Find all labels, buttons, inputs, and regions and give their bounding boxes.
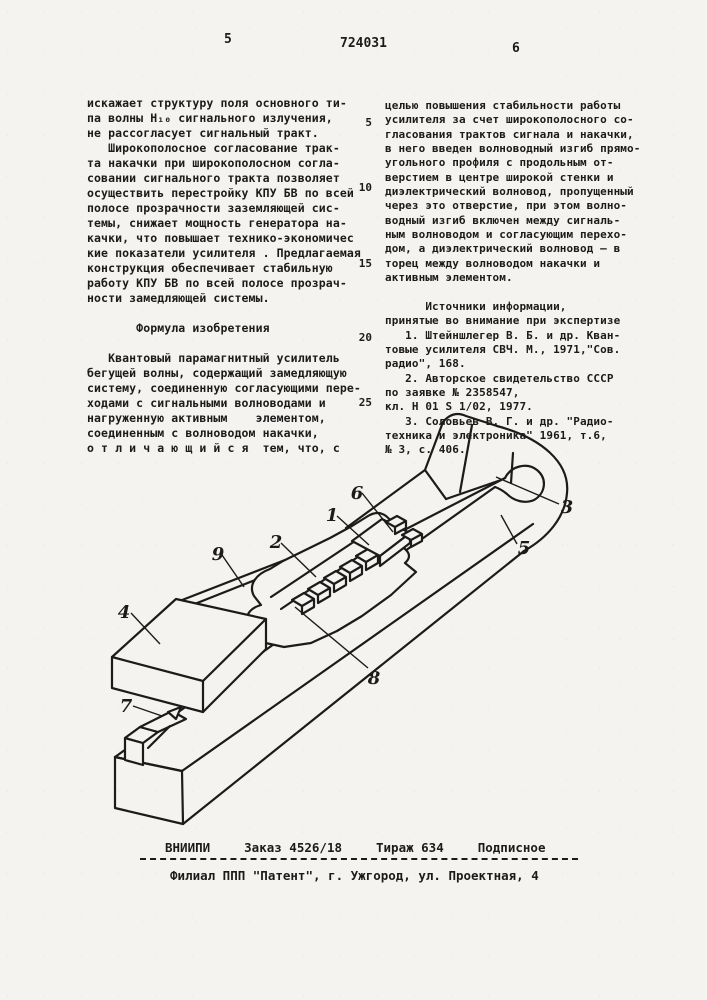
text-line: совании сигнального тракта позволяет — [87, 171, 340, 185]
figure-label-6: 6 — [350, 483, 364, 504]
line-number: 15 — [358, 257, 372, 270]
text-line: угольного профиля с продольным от- — [385, 156, 614, 170]
waveguide-u-bend — [495, 426, 567, 551]
imprint-org: ВНИИПИ — [165, 840, 211, 855]
text-line: работу КПУ БВ по всей полосе прозрач- — [87, 276, 347, 290]
text-line: принятые во внимание при экспертизе — [385, 314, 621, 328]
text-line: верстием в центре широкой стенки и — [385, 170, 614, 184]
text-line: целью повышения стабильности работы — [385, 99, 621, 113]
text-line: о т л и ч а ю щ и й с я тем, что, с — [87, 441, 340, 455]
figure-label-1: 1 — [325, 505, 339, 526]
figure-label-3: 3 — [560, 497, 574, 518]
text-line: бегущей волны, содержащий замедляющую — [87, 366, 347, 380]
line-number: 10 — [358, 181, 372, 194]
text-line: ходами с сигнальными волноводами и — [87, 396, 326, 410]
line-number: 25 — [358, 396, 372, 409]
pump-input-piece — [125, 707, 186, 765]
text-line: диэлектрический волновод, пропущенный — [385, 185, 634, 199]
text-line: техника и электроника" 1961, т.6, — [385, 428, 607, 442]
text-line: соединенным с волноводом накачки, — [87, 426, 319, 440]
figure-label-5: 5 — [517, 538, 531, 559]
text-line: систему, соединенную согласующими пере- — [87, 381, 361, 395]
text-line: ности замедляющей системы. — [87, 291, 270, 305]
text-line: водный изгиб включен между сигналь- — [385, 213, 621, 227]
imprint-subscription: Подписное — [477, 840, 546, 855]
imprint-branch: Филиал ППП "Патент", г. Ужгород, ул. Проектная, 4 — [170, 868, 539, 883]
line-number: 5 — [365, 116, 372, 129]
text-line: не рассогласует сигнальный тракт. — [87, 126, 319, 140]
text-line: радио", 168. — [385, 357, 466, 371]
text-line: товые усилителя СВЧ. М., 1971,"Сов. — [385, 342, 621, 356]
figure-label-4: 4 — [117, 602, 131, 623]
imprint-tirazh: Тираж 634 — [376, 840, 444, 855]
line-number: 20 — [358, 331, 372, 344]
imprint-order: Заказ 4526/18 — [244, 840, 342, 855]
text-line: усилителя за счет широкополосного со- — [385, 113, 634, 127]
text-line: гласования трактов сигнала и накачки, — [385, 127, 634, 141]
right-column-number: 6 — [512, 41, 520, 56]
signal-waveguide-box — [112, 599, 266, 712]
text-line: активным элементом. — [385, 271, 513, 285]
text-line: дом, а диэлектрический волновод — в — [385, 242, 621, 256]
text-line: 1. Штейншлегер В. Б. и др. Кван- — [385, 328, 621, 342]
text-line: Формула изобретения — [87, 321, 270, 335]
text-line: Источники информации, — [385, 299, 567, 313]
text-line: осуществить перестройку КПУ БВ по всей — [87, 186, 354, 200]
text-line: Широкополосное согласование трак- — [87, 141, 340, 155]
text-line: торец между волноводом накачки и — [385, 256, 601, 270]
text-line: по заявке № 2358547, — [385, 385, 520, 399]
figure-label-8: 8 — [367, 668, 381, 689]
left-column-number: 5 — [224, 32, 232, 47]
text-line: качки, что повышает технико-экономичес — [87, 231, 354, 245]
text-line: 3. Соловьев В. Г. и др. "Радио- — [385, 414, 614, 428]
text-line: Квантовый парамагнитный усилитель — [87, 351, 340, 365]
text-line: 2. Авторское свидетельство СССР — [385, 371, 614, 385]
patent-number: 724031 — [340, 36, 387, 51]
imprint-divider — [140, 858, 578, 860]
text-line: нагруженную активным элементом, — [87, 411, 326, 425]
imprint-line — [165, 840, 579, 855]
text-line: искажает структуру поля основного ти- — [87, 96, 347, 110]
text-line: темы, снижает мощность генератора на- — [87, 216, 347, 230]
text-line: № 3, с. 406. — [385, 443, 466, 457]
text-line: ным волноводом и согласующим перехо- — [385, 228, 628, 242]
leader-line-3 — [496, 477, 559, 504]
text-line: па волны Н₁₀ сигнального излучения, — [87, 111, 333, 125]
text-line: конструкция обеспечивает стабильную — [87, 261, 333, 275]
text-line: та накачки при широкополосном согла- — [87, 156, 340, 170]
text-line: в него введен волноводный изгиб прямо- — [385, 142, 641, 156]
figure-label-7: 7 — [119, 696, 133, 717]
figure-label-2: 2 — [269, 532, 283, 553]
text-line: кл. Н 01 S 1/02, 1977. — [385, 400, 533, 414]
text-line: кие показатели усилителя . Предлагаемая — [87, 246, 361, 260]
leader-line-7 — [133, 706, 162, 716]
text-line: полосе прозрачности заземляющей сис- — [87, 201, 340, 215]
figure-label-9: 9 — [211, 544, 225, 565]
text-line: через это отверстие, при этом волно- — [385, 199, 628, 213]
